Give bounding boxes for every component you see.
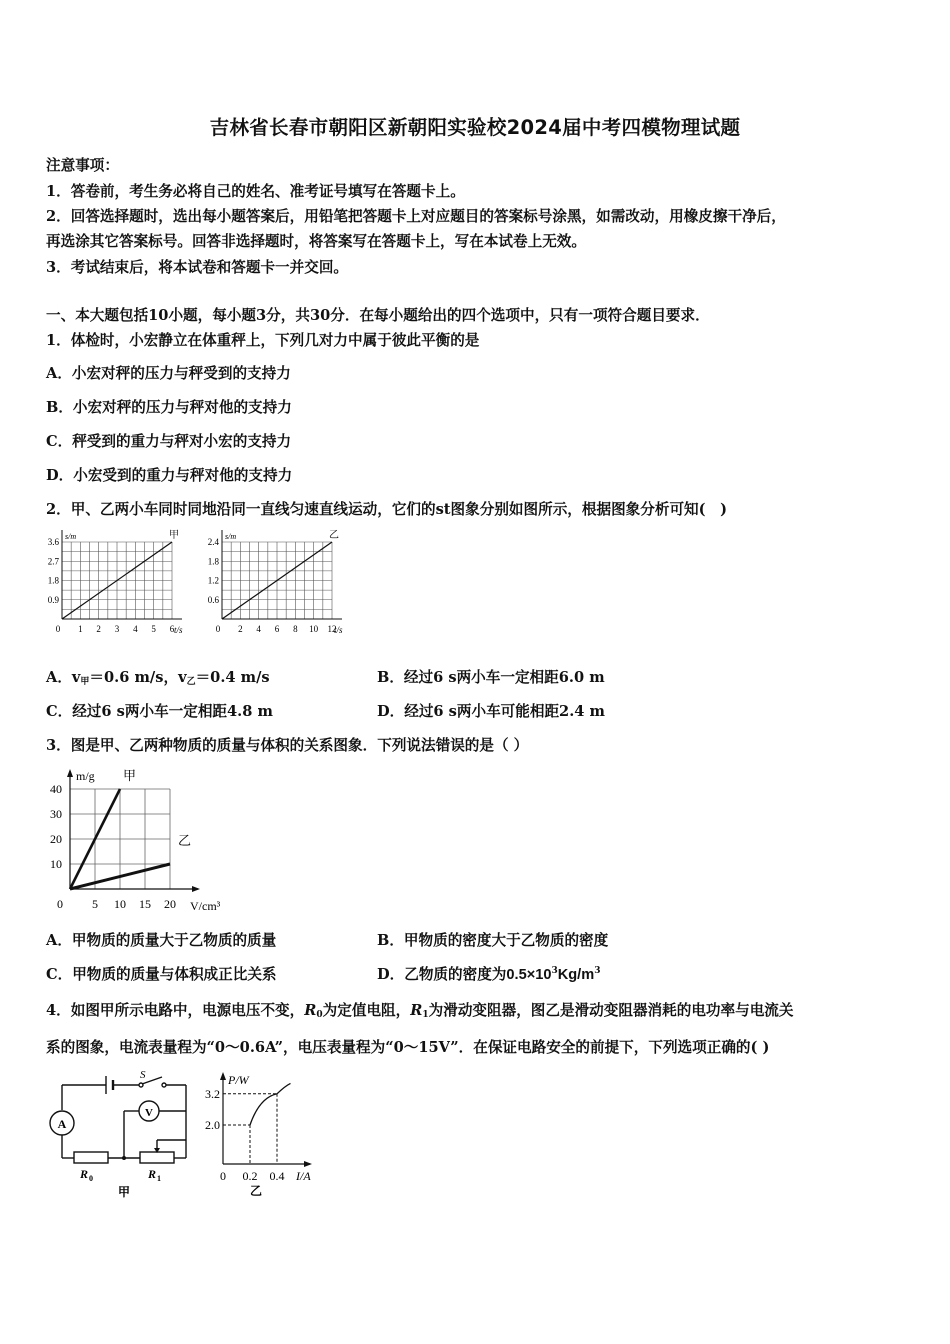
- x-axis-label: V/cm³: [190, 899, 221, 913]
- y-tick-label: 1.2: [207, 575, 219, 586]
- q3-option-c: C．甲物质的质量与体积成正比关系: [46, 966, 277, 983]
- question-3-stem: 3．图是甲、乙两种物质的质量与体积的关系图象．下列说法错误的是（ ）: [46, 737, 529, 754]
- y-axis-arrow: [220, 1072, 226, 1080]
- x-axis-label: I/A: [296, 1169, 311, 1183]
- section-heading: 一、本大题包括10小题，每小题3分，共30分．在每小题给出的四个选项中，只有一项符合题目要求．: [46, 307, 710, 324]
- y-tick-label: 0.6: [207, 594, 219, 605]
- question-1-stem: 1．体检时，小宏静立在体重秤上，下列几对力中属于彼此平衡的是: [46, 332, 480, 349]
- notice-item: 2．回答选择题时，选出每小题答案后，用铅笔把答题卡上对应题目的答案标号涂黑，如需改动，用橡皮擦干净后，: [46, 208, 786, 225]
- rheostat-r1: [140, 1152, 174, 1163]
- voltmeter-label: V: [145, 1107, 153, 1119]
- y-tick-label: 1.8: [47, 575, 59, 586]
- y-tick-label: 0.9: [47, 594, 59, 605]
- q1-option-c: C．秤受到的重力与秤对小宏的支持力: [46, 433, 292, 450]
- q3-option-d: D．乙物质的密度为$0.5\times 10^3Kg/m^3$: [377, 966, 601, 983]
- x-tick-label: 10: [309, 624, 319, 634]
- question-2-stem: 2．甲、乙两小车同时同地沿同一直线匀速直线运动，它们的st图象分别如图所示，根据图象分析可知( ): [46, 501, 728, 518]
- y-tick-label: 20: [50, 832, 62, 846]
- x-axis-label: t/s: [334, 625, 343, 635]
- circuit-caption: 甲: [117, 1185, 131, 1199]
- x-axis-arrow: [192, 886, 200, 892]
- x-tick-label: 0: [220, 1169, 226, 1183]
- x-tick-label: 0: [215, 624, 221, 634]
- series-label-jia: 甲: [123, 768, 137, 783]
- q3-option-a: A．甲物质的质量大于乙物质的质量: [46, 932, 277, 949]
- x-tick-label: 5: [151, 624, 156, 634]
- series-label: 甲: [169, 530, 179, 541]
- x-tick-label: 10: [114, 897, 126, 911]
- x-tick-label: 8: [293, 624, 298, 634]
- y-axis-label: m/g: [76, 769, 95, 783]
- x-axis-arrow: [304, 1161, 312, 1167]
- q2-option-a: A．$v_甲=0.6$ m/s，$v_乙=0.4$ m/s: [46, 669, 270, 687]
- q1-option-d: D．小宏受到的重力与秤对他的支持力: [46, 467, 293, 484]
- r0-label: R: [80, 1167, 89, 1181]
- y-axis-label: P/W: [228, 1073, 249, 1087]
- y-tick-label: 2.4: [207, 537, 219, 547]
- r0-subscript: 0: [89, 1174, 93, 1183]
- q1-option-a: A．小宏对秤的压力与秤受到的支持力: [46, 365, 291, 382]
- y-tick-label: 1.8: [207, 556, 219, 567]
- x-tick-label: 0: [55, 624, 61, 634]
- x-tick-label: 4: [133, 624, 138, 634]
- q2-option-b: B．经过6 s两小车一定相距6.0 m: [377, 669, 605, 686]
- x-tick-label: 0: [57, 897, 63, 911]
- question-4-line2: 系的图象，电流表量程为“0～0.6A”，电压表量程为“0～15V”．在保证电路安全的前提下，下列选项正确的( ): [46, 1039, 770, 1056]
- ammeter-label: A: [57, 1117, 67, 1131]
- notice-heading: 注意事项：: [46, 157, 119, 174]
- x-tick-label: 5: [92, 897, 98, 911]
- y-tick-label: 40: [50, 782, 62, 796]
- page-title: 吉林省长春市朝阳区新朝阳实验校2024届中考四模物理试题: [209, 116, 741, 139]
- x-tick-label: 1: [78, 624, 83, 634]
- y-axis-label: s/m: [65, 532, 77, 541]
- y-tick-label: 10: [50, 857, 62, 871]
- y-tick-label: 30: [50, 807, 62, 821]
- resistor-r0: [74, 1152, 108, 1163]
- y-tick-label: 2.7: [47, 556, 59, 567]
- x-tick-label: 0.2: [242, 1169, 258, 1183]
- q2-graph-jia: [40, 524, 190, 636]
- q2-option-d: D．经过6 s两小车可能相距2.4 m: [377, 703, 605, 720]
- q4-circuit-diagram: [44, 1068, 204, 1200]
- r1-label: R: [148, 1167, 157, 1181]
- x-tick-label: 6: [274, 624, 280, 634]
- x-tick-label: 2: [238, 624, 243, 634]
- notice-item: 1．答卷前，考生务必将自己的姓名、准考证号填写在答题卡上。: [46, 183, 465, 200]
- x-axis-label: t/s: [174, 625, 183, 635]
- x-tick-label: 0.4: [269, 1169, 285, 1183]
- graph-caption: 乙: [249, 1184, 263, 1198]
- x-tick-label: 12: [327, 624, 337, 634]
- y-tick-label: 2.0: [205, 1118, 220, 1132]
- x-tick-label: 2: [96, 624, 101, 634]
- x-tick-label: 20: [164, 897, 176, 911]
- x-tick-label: 4: [256, 624, 261, 634]
- y-axis-label: s/m: [225, 532, 237, 541]
- x-tick-label: 15: [139, 897, 151, 911]
- x-tick-label: 3: [114, 624, 120, 634]
- y-tick-label: 3.6: [47, 537, 59, 547]
- q1-option-b: B．小宏对秤的压力与秤对他的支持力: [46, 399, 292, 416]
- notice-item: 再选涂其它答案标号。回答非选择题时，将答案写在答题卡上，写在本试卷上无效。: [46, 233, 586, 250]
- r1-subscript: 1: [157, 1174, 161, 1183]
- switch-label: S: [140, 1069, 146, 1081]
- q3-option-b: B．甲物质的密度大于乙物质的密度: [377, 932, 609, 949]
- y-tick-label: 3.2: [205, 1086, 220, 1101]
- q4-power-graph: [190, 1068, 340, 1200]
- series-label: 乙: [329, 530, 339, 541]
- power-curve: [250, 1083, 291, 1125]
- series-label-yi: 乙: [178, 833, 192, 848]
- y-axis-arrow: [67, 769, 73, 777]
- question-4-line1: 4．如图甲所示电路中，电源电压不变，$R_0$为定值电阻，$R_1$为滑动变阻器，图乙是滑动变阻器消耗的电功率与电流关: [46, 1002, 794, 1020]
- q3-graph: [40, 760, 250, 920]
- q2-graph-yi: [200, 524, 360, 636]
- x-tick-label: 6: [169, 624, 175, 634]
- q2-option-c: C．经过6 s两小车一定相距4.8 m: [46, 703, 273, 720]
- notice-item: 3．考试结束后，将本试卷和答题卡一并交回。: [46, 259, 349, 276]
